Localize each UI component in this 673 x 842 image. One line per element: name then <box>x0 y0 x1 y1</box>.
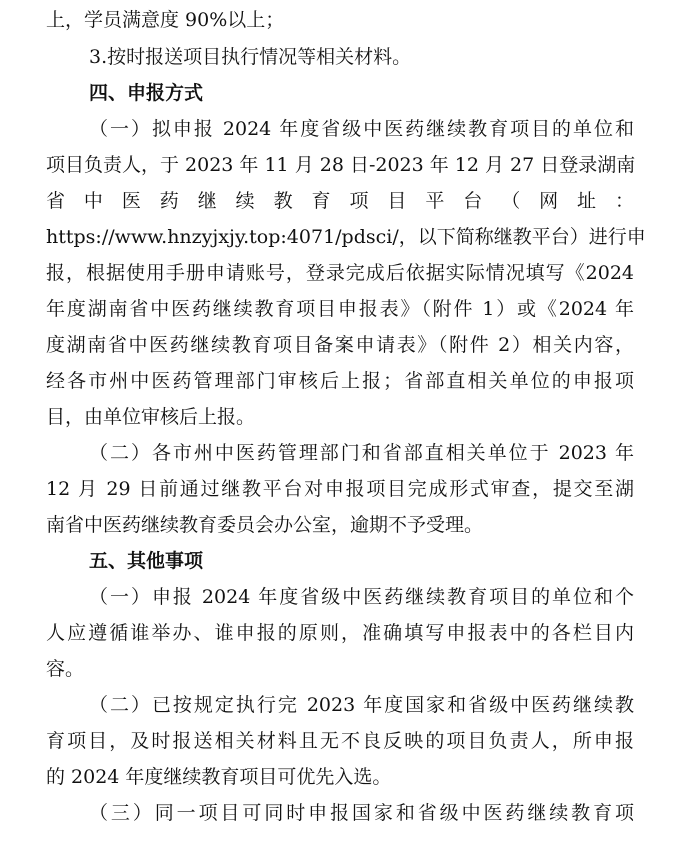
text-line: 经各市州中医药管理部门审核后上报；省部直相关单位的申报项 <box>46 370 634 392</box>
text-line: 度湖南省中医药继续教育项目备案申请表》（附件 2）相关内容， <box>46 334 634 356</box>
text-line: 年度湖南省中医药继续教育项目申报表》（附件 1）或《2024 年 <box>46 298 634 320</box>
text-line: 上，学员满意度 90%以上； <box>46 9 285 31</box>
text-line: （三）同一项目可同时申报国家和省级中医药继续教育项 <box>89 802 634 824</box>
text-line: 省 中 医 药 继 续 教 育 项 目 平 台 （ 网 址 ： <box>46 190 634 212</box>
text-line: 项目负责人，于 2023 年 11 月 28 日-2023 年 12 月 27 日登录湖南 <box>46 154 636 176</box>
section-heading: 五、其他事项 <box>89 550 204 572</box>
text-line: 报，根据使用手册申请账号，登录完成后依据实际情况填写《2024 <box>46 262 634 284</box>
text-line: 人应遵循谁举办、谁申报的原则，准确填写申报表中的各栏目内 <box>46 622 634 644</box>
text-line: 目，由单位审核后上报。 <box>46 406 256 428</box>
text-line: 育项目，及时报送相关材料且无不良反映的项目负责人，所申报 <box>46 730 634 752</box>
section-heading: 四、申报方式 <box>89 82 204 104</box>
text-line: 南省中医药继续教育委员会办公室，逾期不予受理。 <box>46 514 484 536</box>
text-line: 的 2024 年度继续教育项目可优先入选。 <box>46 766 392 788</box>
text-line: （一）拟申报 2024 年度省级中医药继续教育项目的单位和 <box>89 118 634 140</box>
text-line: （二）各市州中医药管理部门和省部直相关单位于 2023 年 <box>89 442 634 464</box>
text-line: （二）已按规定执行完 2023 年度国家和省级中医药继续教 <box>89 694 634 716</box>
text-line: （一）申报 2024 年度省级中医药继续教育项目的单位和个 <box>89 586 634 608</box>
text-line: 12 月 29 日前通过继教平台对申报项目完成形式审查，提交至湖 <box>46 478 634 500</box>
text-line: 容。 <box>46 658 85 680</box>
text-line: 3.按时报送项目执行情况等相关材料。 <box>89 46 412 68</box>
text-line: https://www.hnzyjxjy.top:4071/pdsci/，以下简称继教平台）进行申 <box>46 226 646 248</box>
